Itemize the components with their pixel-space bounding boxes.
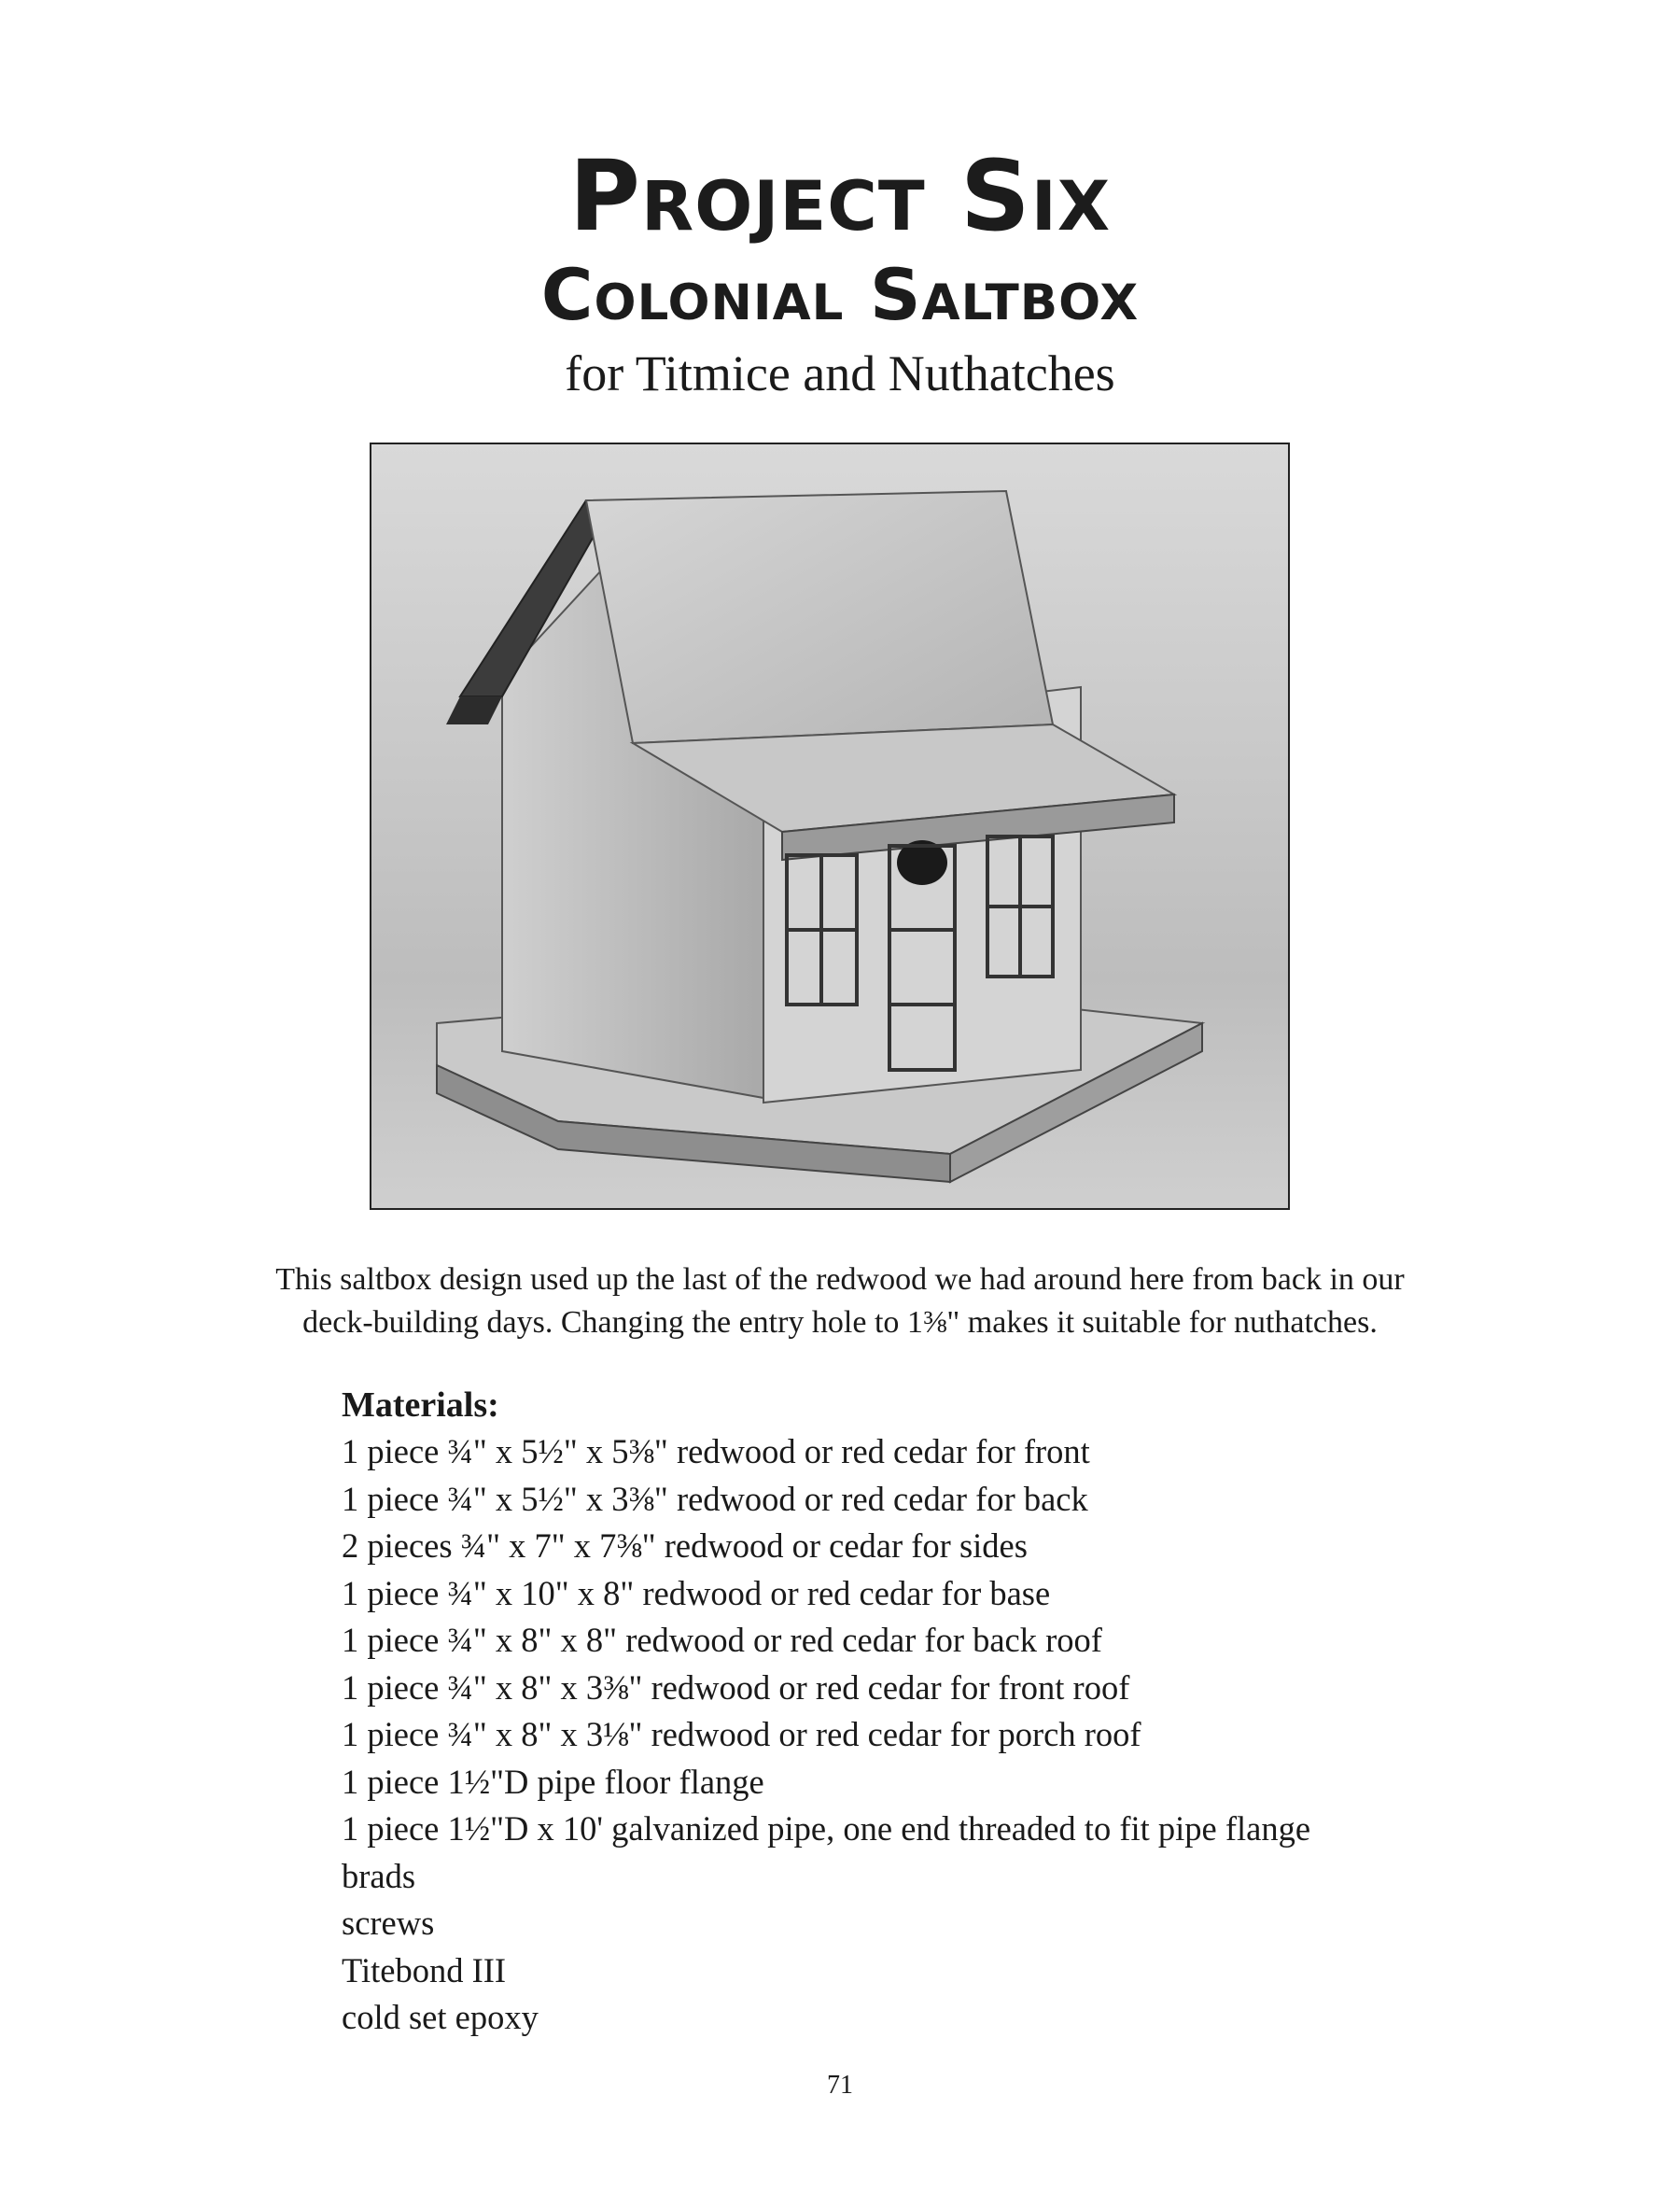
list-item: 1 piece ¾" x 8" x 8" redwood or red cedar for back roof: [342, 1621, 1102, 1659]
list-item: 1 piece ¾" x 5½" x 3⅜" redwood or red cedar for back: [342, 1479, 1088, 1518]
list-item: 1 piece 1½"D x 10' galvanized pipe, one end threaded to fit pipe flange: [342, 1809, 1311, 1848]
list-item: 2 pieces ¾" x 7" x 7⅜" redwood or cedar for sides: [342, 1526, 1028, 1565]
project-name: Colonial Saltbox: [540, 253, 1140, 336]
list-item: cold set epoxy: [342, 1998, 539, 2036]
list-item: screws: [342, 1904, 435, 1942]
list-item: brads: [342, 1856, 416, 1895]
list-item: 1 piece ¾" x 8" x 3⅜" redwood or red cedar for front roof: [342, 1667, 1130, 1707]
intro-line-1: This saltbox design used up the last of the redwood we had around here from back in our: [275, 1262, 1405, 1297]
intro-line-2: deck-building days. Changing the entry hole to 1⅜" makes it suitable for nuthatches.: [302, 1305, 1378, 1340]
list-item: 1 piece ¾" x 10" x 8" redwood or red cedar for base: [342, 1573, 1051, 1612]
materials-section: [342, 1382, 1518, 2042]
project-tagline: for Titmice and Nuthatches: [565, 345, 1115, 401]
materials-list: [342, 1428, 1518, 2042]
list-item: 1 piece ¾" x 5½" x 5⅜" redwood or red cedar for front: [342, 1432, 1090, 1470]
list-item: 1 piece ¾" x 8" x 3⅛" redwood or red cedar for porch roof: [342, 1715, 1141, 1753]
project-title: Project Six: [568, 139, 1112, 253]
list-item: 1 piece 1½"D pipe floor flange: [342, 1762, 764, 1801]
birdhouse-photo: [370, 443, 1290, 1210]
list-item: Titebond III: [342, 1950, 507, 1989]
intro-paragraph: [140, 1258, 1540, 1344]
page-number: 71: [827, 2071, 853, 2100]
materials-heading: Materials:: [342, 1385, 499, 1425]
